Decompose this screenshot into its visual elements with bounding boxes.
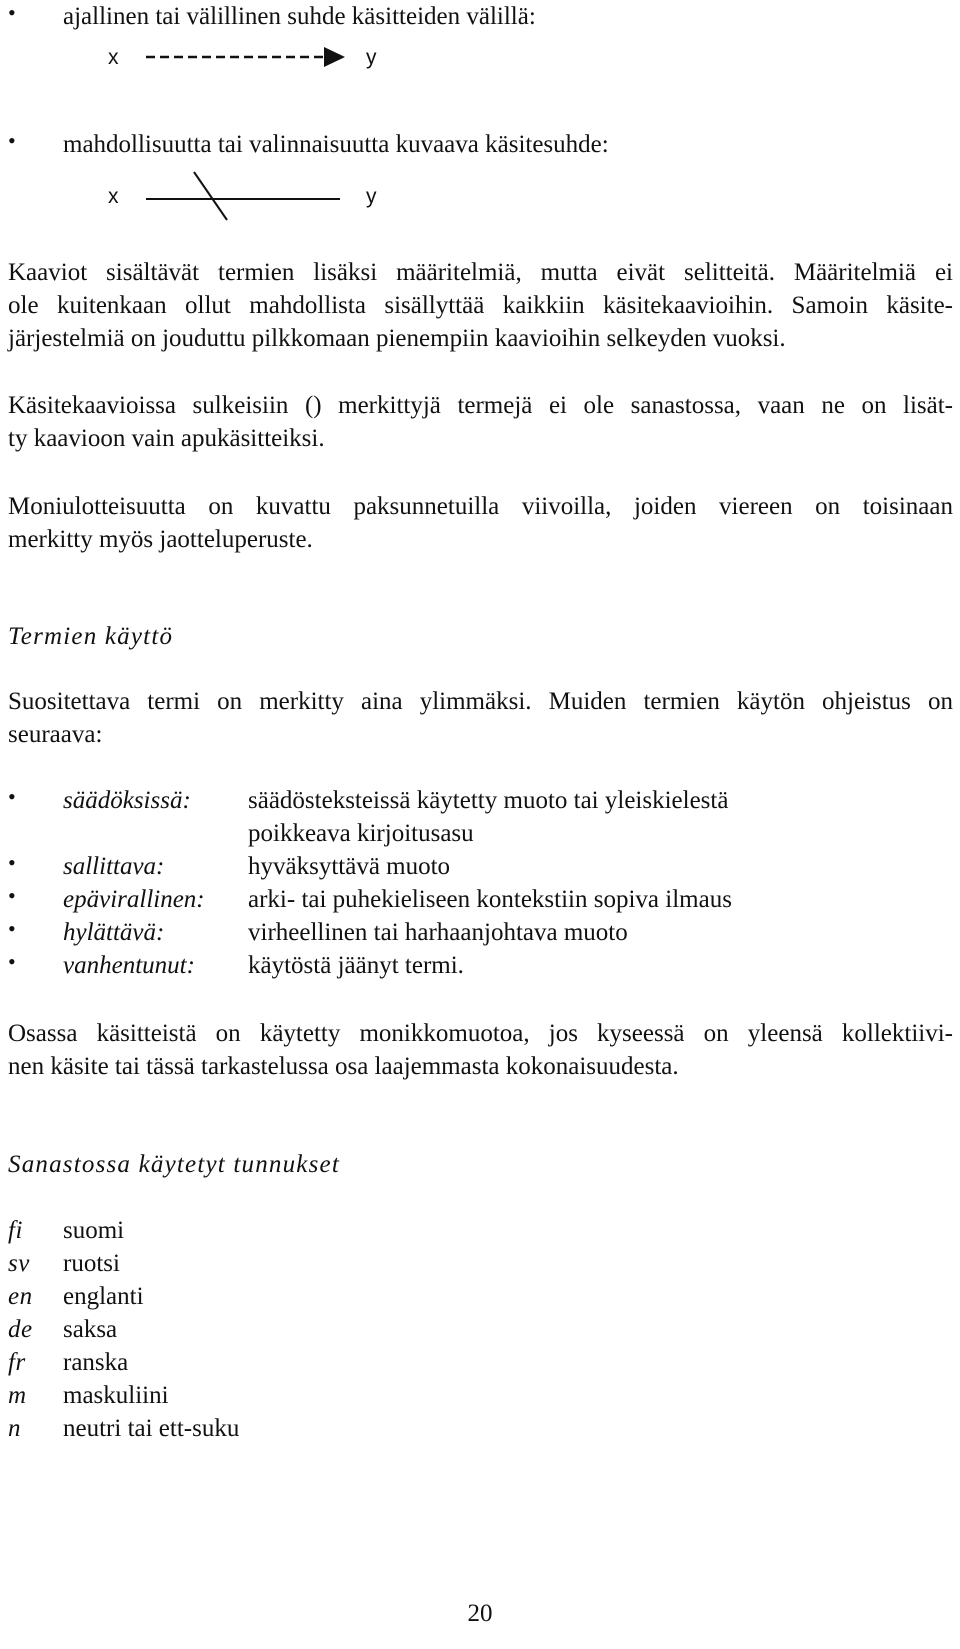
code-meaning: saksa — [63, 1316, 118, 1343]
code-abbreviation: fi — [8, 1217, 23, 1244]
usage-term: sallittava: — [63, 853, 165, 880]
paragraph-line: Moniulotteisuutta on kuvattu paksunnetuilla viivoilla, joiden viereen on toisinaan — [8, 493, 953, 520]
bullet-icon: • — [8, 0, 16, 25]
bullet-icon: • — [8, 949, 16, 974]
paragraph-line: järjestelmiä on jouduttu pilkkomaan pienempiin kaavioihin selkeyden vuoksi. — [8, 325, 786, 352]
code-meaning: ruotsi — [63, 1250, 120, 1277]
usage-term: hylättävä: — [63, 919, 165, 946]
bullet-icon: • — [8, 883, 16, 908]
bullet-icon: • — [8, 128, 16, 153]
code-meaning: neutri tai ett-suku — [63, 1415, 240, 1442]
code-abbreviation: de — [8, 1316, 33, 1343]
paragraph-line: seuraava: — [8, 721, 103, 748]
paragraph-line: Käsitekaavioissa sulkeisiin () merkittyjä termejä ei ole sanastossa, vaan ne on lisät- — [8, 392, 953, 419]
usage-description: käytöstä jäänyt termi. — [248, 952, 464, 979]
dashed-arrow-icon — [140, 44, 350, 70]
code-meaning: suomi — [63, 1217, 125, 1244]
usage-description: säädösteksteissä käytetty muoto tai yleiskielestä — [248, 787, 729, 814]
paragraph-line: merkitty myös jaotteluperuste. — [8, 526, 313, 553]
relation-optional-label: mahdollisuutta tai valinnaisuutta kuvaava käsitesuhde: — [63, 131, 609, 158]
relation-temporal-x: x — [108, 46, 119, 69]
code-abbreviation: sv — [8, 1250, 30, 1277]
bullet-icon: • — [8, 784, 16, 809]
paragraph-line: Osassa käsitteistä on käytetty monikkomuotoa, jos kyseessä on yleensä kollektiivi- — [8, 1020, 953, 1047]
paragraph-line: Kaaviot sisältävät termien lisäksi määritelmiä, mutta eivät selitteitä. Määritelmiä ei — [8, 259, 953, 286]
usage-description: hyväksyttävä muoto — [248, 853, 451, 880]
relation-temporal-label: ajallinen tai välillinen suhde käsitteiden välillä: — [63, 3, 536, 30]
paragraph-line: nen käsite tai tässä tarkastelussa osa laajemmasta kokonaisuudesta. — [8, 1053, 679, 1080]
usage-term: epävirallinen: — [63, 886, 205, 913]
optional-relation-line-icon — [140, 168, 350, 228]
code-meaning: englanti — [63, 1283, 144, 1310]
usage-description: virheellinen tai harhaanjohtava muoto — [248, 919, 628, 946]
paragraph-line: ole kuitenkaan ollut mahdollista sisällyttää kaikkiin käsitekaavioihin. Samoin käsite- — [8, 292, 953, 319]
page-number: 20 — [467, 1600, 493, 1627]
bullet-icon: • — [8, 850, 16, 875]
code-abbreviation: m — [8, 1382, 27, 1409]
section-heading-usage: Termien käyttö — [8, 623, 174, 650]
paragraph-line: Suositettava termi on merkitty aina ylimmäksi. Muiden termien käytön ohjeistus on — [8, 688, 953, 715]
usage-term: vanhentunut: — [63, 952, 195, 979]
code-meaning: ranska — [63, 1349, 129, 1376]
code-abbreviation: en — [8, 1283, 33, 1310]
relation-optional-y: y — [366, 185, 377, 208]
code-meaning: maskuliini — [63, 1382, 169, 1409]
paragraph-line: ty kaavioon vain apukäsitteiksi. — [8, 425, 325, 452]
usage-term: säädöksissä: — [63, 787, 191, 814]
bullet-icon: • — [8, 916, 16, 941]
code-abbreviation: n — [8, 1415, 21, 1442]
relation-optional-x: x — [108, 185, 119, 208]
code-abbreviation: fr — [8, 1349, 26, 1376]
section-heading-codes: Sanastossa käytetyt tunnukset — [8, 1151, 340, 1178]
relation-temporal-y: y — [366, 46, 377, 69]
usage-description: arki- tai puhekieliseen kontekstiin sopiva ilmaus — [248, 886, 732, 913]
usage-description: poikkeava kirjoitusasu — [248, 820, 474, 847]
